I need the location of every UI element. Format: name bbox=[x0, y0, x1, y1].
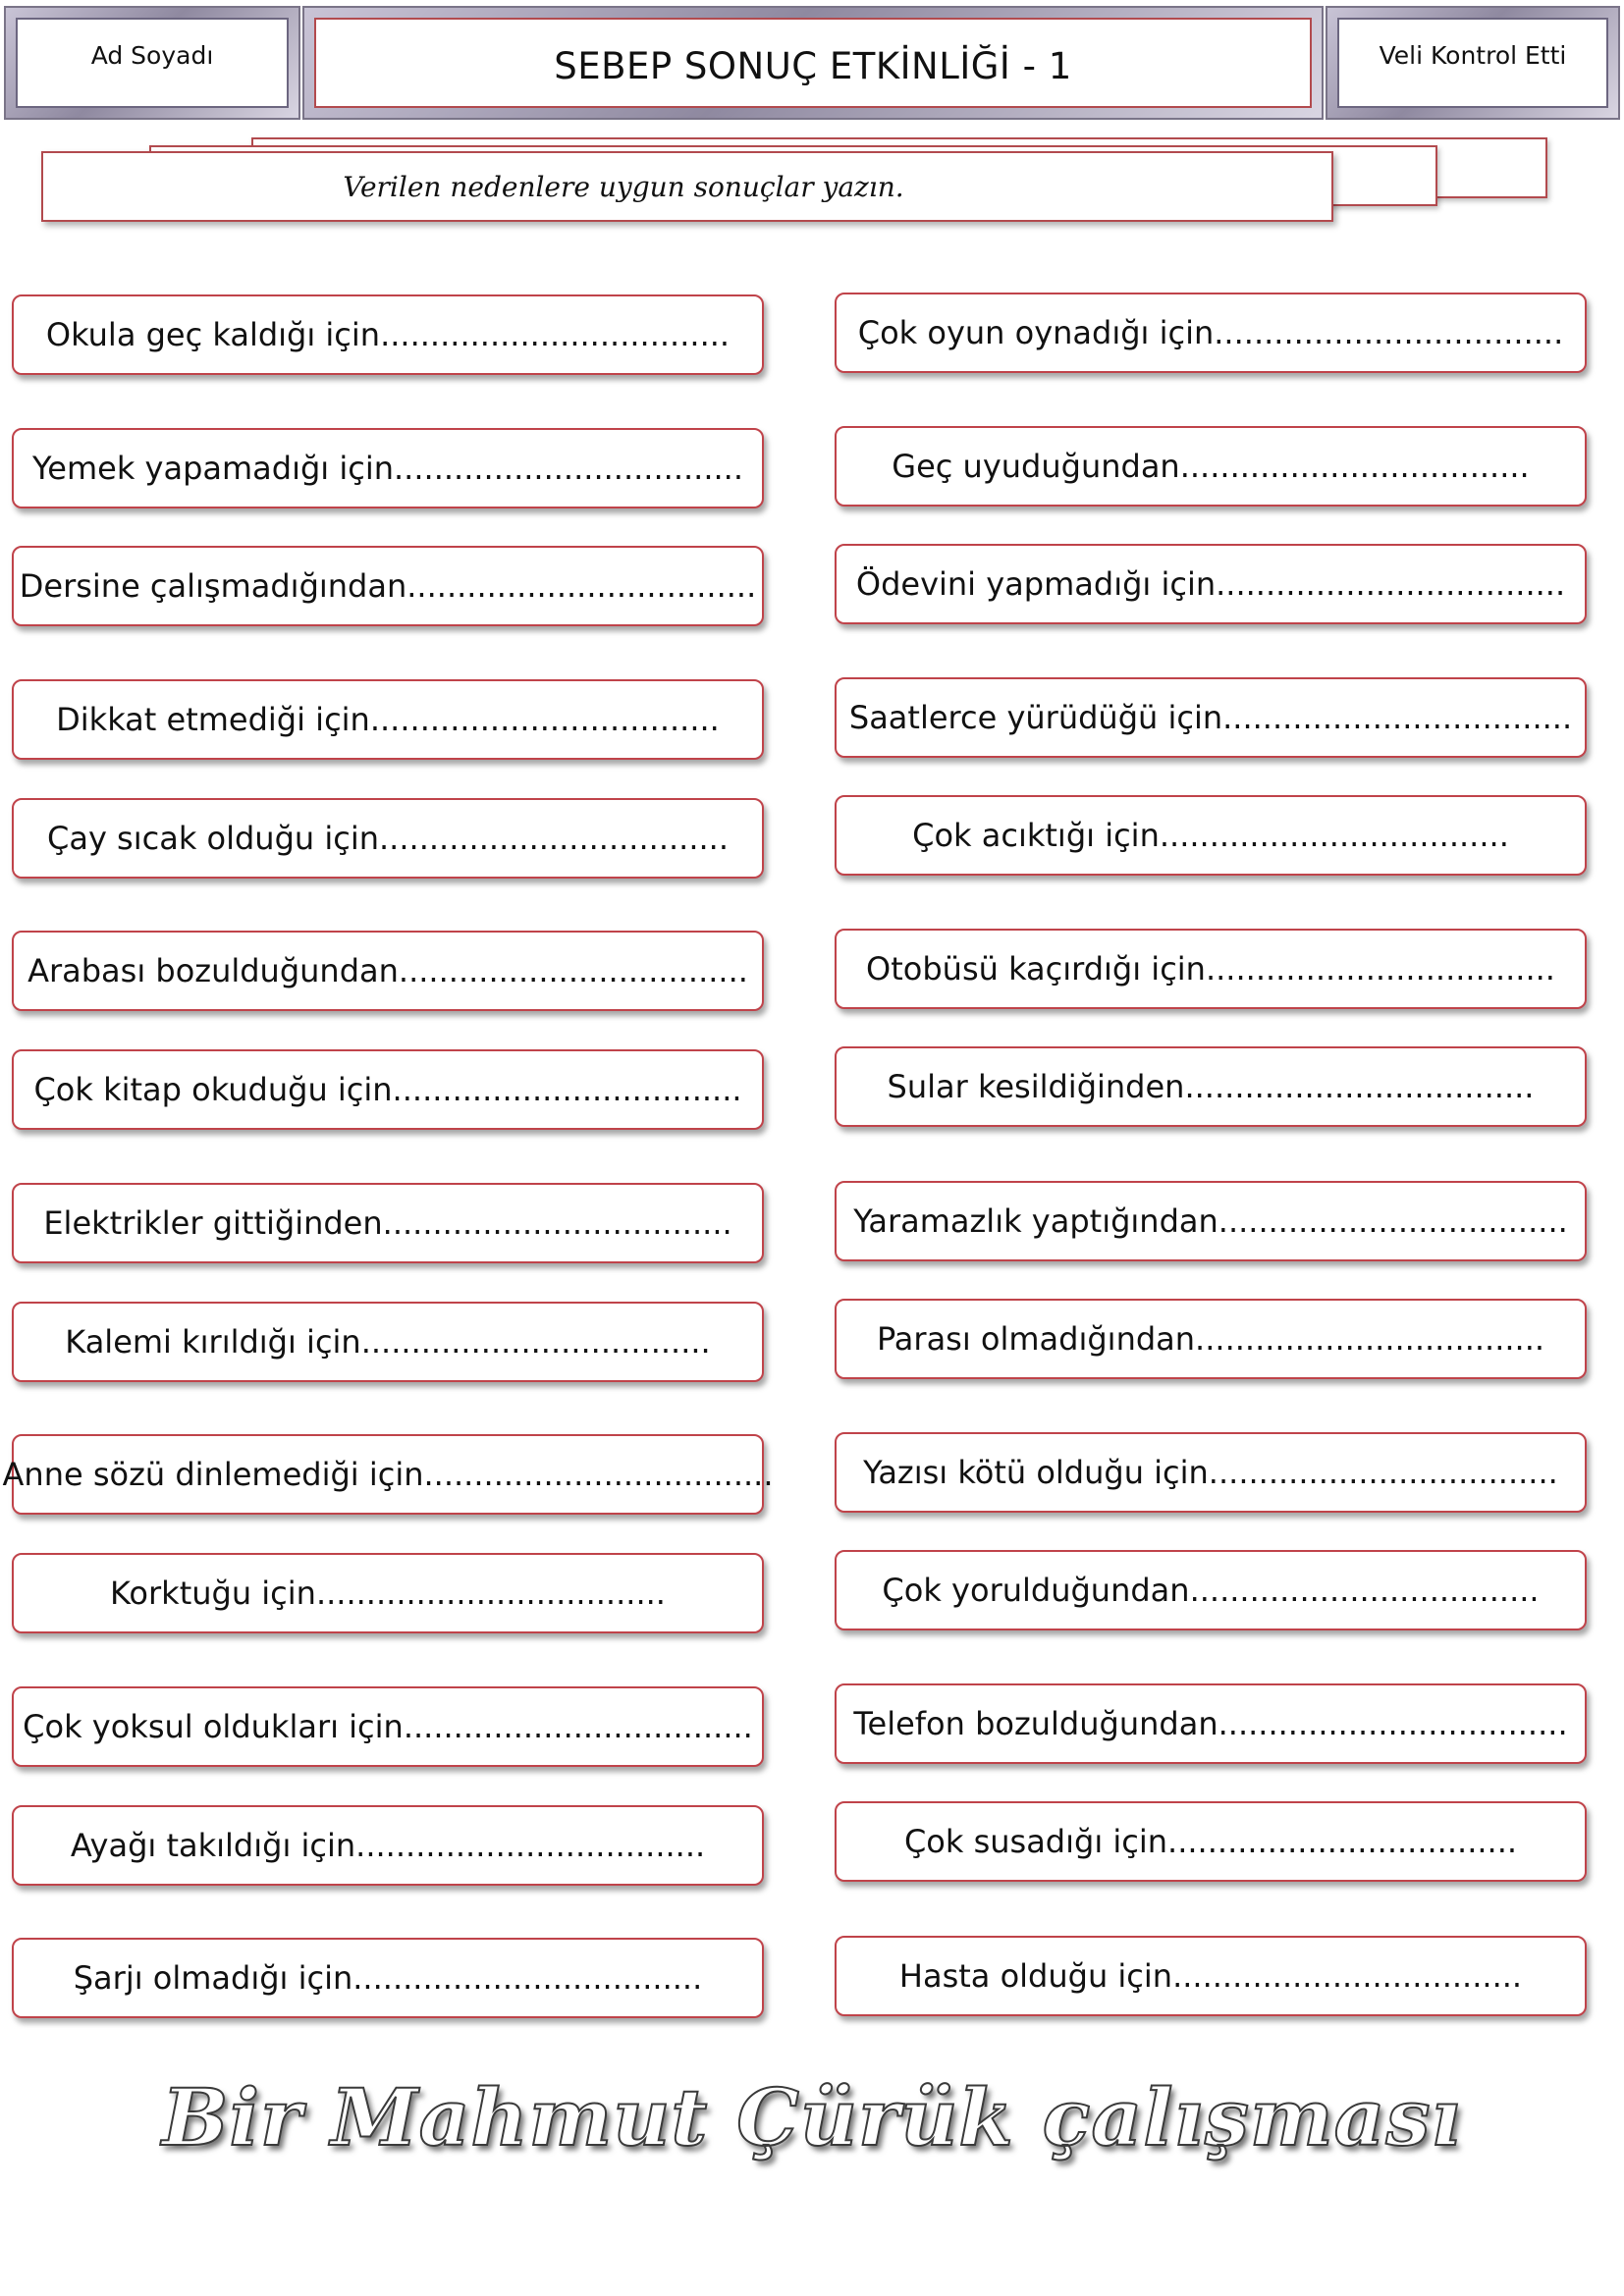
cause-box-left-7[interactable] bbox=[12, 1049, 764, 1130]
instruction-text: Verilen nedenlere uygun sonuçlar yazın. bbox=[343, 170, 904, 203]
cause-text: Kalemi kırıldığı için................................... bbox=[65, 1323, 711, 1361]
cause-text: Şarjı olmadığı için................................... bbox=[73, 1959, 703, 1997]
cause-box-right-12[interactable] bbox=[835, 1683, 1587, 1764]
cause-box-left-3[interactable] bbox=[12, 546, 764, 626]
cause-box-left-2[interactable] bbox=[12, 428, 764, 508]
page-title: SEBEP SONUÇ ETKİNLİĞİ - 1 bbox=[554, 45, 1072, 87]
cause-box-left-13[interactable] bbox=[12, 1805, 764, 1886]
cause-box-right-8[interactable] bbox=[835, 1181, 1587, 1261]
cause-text: Hasta olduğu için................................... bbox=[898, 1957, 1523, 1995]
cause-text: Çay sıcak olduğu için................................... bbox=[46, 820, 730, 857]
cause-box-left-11[interactable] bbox=[12, 1553, 764, 1633]
cause-box-left-9[interactable] bbox=[12, 1302, 764, 1382]
title-box bbox=[314, 18, 1312, 108]
cause-box-right-4[interactable] bbox=[835, 677, 1587, 758]
cause-box-right-1[interactable] bbox=[835, 293, 1587, 373]
author-signature: Bir Mahmut Çürük çalışması bbox=[162, 2071, 1462, 2163]
cause-text: Çok yoksul oldukları için................................... bbox=[23, 1708, 753, 1745]
cause-text: Okula geç kaldığı için................................... bbox=[45, 316, 731, 353]
cause-text: Yaramazlık yaptığından................................... bbox=[853, 1202, 1568, 1240]
cause-text: Çok kitap okuduğu için................................... bbox=[33, 1071, 742, 1108]
cause-box-right-6[interactable] bbox=[835, 929, 1587, 1009]
cause-text: Geç uyuduğundan................................... bbox=[892, 448, 1530, 485]
cause-text: Saatlerce yürüdüğü için................................... bbox=[848, 699, 1573, 736]
cause-text: Çok oyun oynadığı için................................... bbox=[857, 314, 1564, 351]
cause-text: Çok susadığı için................................... bbox=[903, 1823, 1518, 1860]
cause-box-right-3[interactable] bbox=[835, 544, 1587, 624]
parent-check-field[interactable] bbox=[1337, 18, 1608, 108]
title-frame bbox=[302, 6, 1324, 120]
cause-box-left-14[interactable] bbox=[12, 1938, 764, 2018]
cause-text: Parası olmadığından................................... bbox=[876, 1320, 1545, 1358]
cause-text: Arabası bozulduğundan................................... bbox=[27, 952, 748, 989]
cause-text: Ödevini yapmadığı için................................... bbox=[855, 565, 1566, 603]
cause-box-right-11[interactable] bbox=[835, 1550, 1587, 1630]
parent-frame bbox=[1326, 6, 1620, 120]
instruction-banner bbox=[41, 151, 1333, 222]
cause-box-right-14[interactable] bbox=[835, 1936, 1587, 2016]
cause-box-left-12[interactable] bbox=[12, 1686, 764, 1767]
cause-box-right-5[interactable] bbox=[835, 795, 1587, 876]
cause-box-right-9[interactable] bbox=[835, 1299, 1587, 1379]
cause-text: Yemek yapamadığı için................................... bbox=[31, 450, 744, 487]
cause-text: Dikkat etmediği için................................... bbox=[56, 701, 720, 738]
parent-check-label: Veli Kontrol Etti bbox=[1379, 41, 1567, 70]
cause-box-right-10[interactable] bbox=[835, 1432, 1587, 1513]
cause-text: Çok acıktığı için................................... bbox=[912, 817, 1509, 854]
cause-text: Telefon bozulduğundan................................... bbox=[853, 1705, 1568, 1742]
cause-box-right-13[interactable] bbox=[835, 1801, 1587, 1882]
cause-box-left-8[interactable] bbox=[12, 1183, 764, 1263]
cause-text: Dersine çalışmadığından................................... bbox=[19, 567, 757, 605]
cause-box-left-5[interactable] bbox=[12, 798, 764, 879]
name-label: Ad Soyadı bbox=[90, 41, 214, 70]
cause-text: Otobüsü kaçırdığı için................................... bbox=[866, 950, 1555, 988]
cause-box-left-10[interactable] bbox=[2, 1434, 774, 1515]
cause-box-left-1[interactable] bbox=[12, 294, 764, 375]
cause-text: Çok yorulduğundan................................... bbox=[882, 1572, 1540, 1609]
name-field[interactable] bbox=[16, 18, 289, 108]
cause-text: Ayağı takıldığı için................................... bbox=[70, 1827, 706, 1864]
cause-text: Anne sözü dinlemediği için................................... bbox=[2, 1456, 774, 1493]
cause-text: Elektrikler gittiğinden................................... bbox=[43, 1204, 732, 1242]
name-frame bbox=[4, 6, 300, 120]
cause-text: Yazısı kötü olduğu için................................... bbox=[863, 1454, 1558, 1491]
cause-box-right-2[interactable] bbox=[835, 426, 1587, 507]
cause-box-right-7[interactable] bbox=[835, 1046, 1587, 1127]
cause-text: Sular kesildiğinden................................... bbox=[887, 1068, 1535, 1105]
cause-box-left-6[interactable] bbox=[12, 931, 764, 1011]
cause-box-left-4[interactable] bbox=[12, 679, 764, 760]
cause-text: Korktuğu için................................... bbox=[110, 1575, 666, 1612]
